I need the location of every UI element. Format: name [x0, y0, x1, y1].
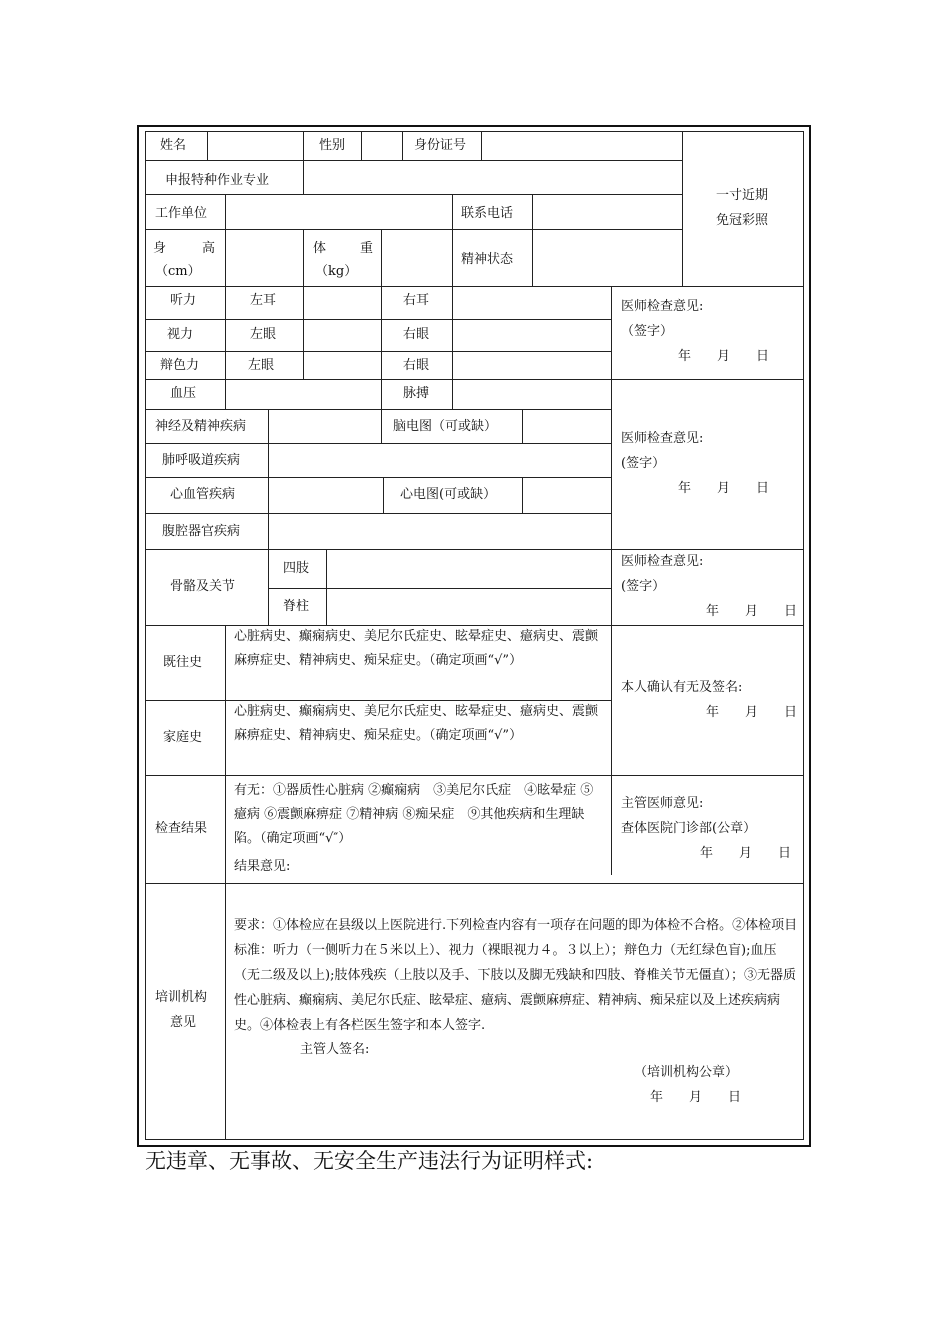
vision-label: 视力: [167, 327, 194, 342]
doctor-sign-label-3: (签字）: [621, 579, 666, 594]
date-line-5: 年 月 日: [700, 846, 792, 861]
exam-result-label: 检查结果: [155, 821, 208, 836]
grid-line: [225, 229, 226, 286]
grid-line: [361, 131, 362, 160]
ecg-label: 心电图(可或缺）: [400, 487, 497, 502]
limbs-label: 四肢: [283, 561, 310, 576]
mental-state-label: 精神状态: [461, 252, 514, 267]
date-line-3: 年 月 日: [706, 604, 798, 619]
grid-line: [481, 131, 482, 160]
grid-line: [303, 229, 304, 286]
date-line-4: 年 月 日: [706, 705, 798, 720]
weight-label: 体 重: [313, 241, 373, 256]
grid-line: [145, 286, 804, 287]
grid-line: [145, 409, 611, 410]
grid-line: [383, 477, 384, 513]
height-unit: （cm）: [155, 264, 201, 279]
grid-line: [145, 775, 804, 776]
footer-heading: 无违章、无事故、无安全生产违法行为证明样式:: [145, 1149, 594, 1173]
name-label: 姓名: [160, 138, 187, 153]
grid-line: [145, 549, 804, 550]
grid-line: [522, 409, 523, 443]
grid-line: [303, 160, 304, 194]
left-eye-label-2: 左眼: [248, 358, 275, 373]
spine-label: 脊柱: [283, 599, 310, 614]
grid-line: [225, 194, 226, 229]
grid-line: [145, 160, 682, 161]
grid-line: [145, 443, 611, 444]
specialty-label: 申报特种作业专业: [165, 173, 270, 188]
right-ear-label: 右耳: [403, 293, 430, 308]
grid-line: [268, 513, 269, 549]
exam-result-text: 有无：①器质性心脏病 ②癫痫病 ③美尼尔氏症 ④眩晕症 ⑤癔病 ⑥震颤麻痹症 ⑦精神病 ⑧痴呆症 ⑨其他疾病和生理缺陷。（确定项画“√″）: [234, 783, 594, 846]
photo-placeholder-line2: 免冠彩照: [716, 213, 769, 228]
grid-line: [268, 549, 269, 625]
right-eye-label: 右眼: [403, 327, 430, 342]
left-eye-label: 左眼: [250, 327, 277, 342]
grid-line: [522, 477, 523, 513]
hospital-seal-label: 查体医院门诊部(公章）: [621, 821, 757, 836]
grid-line: [303, 286, 304, 379]
grid-line: [303, 131, 304, 160]
grid-line: [145, 319, 611, 320]
grid-line: [225, 286, 226, 409]
color-vision-label: 辩色力: [160, 358, 200, 373]
grid-line: [145, 883, 804, 884]
date-line-1: 年 月 日: [678, 349, 770, 364]
id-number-label: 身份证号: [414, 138, 467, 153]
grid-line: [145, 379, 804, 380]
hearing-label: 听力: [170, 293, 197, 308]
chief-doctor-opinion-label: 主管医师意见:: [621, 796, 704, 811]
cardiovascular-disease-label: 心血管疾病: [170, 487, 236, 502]
grid-line: [452, 194, 453, 229]
grid-line: [381, 409, 382, 443]
respiratory-disease-label: 肺呼吸道疾病: [162, 453, 241, 468]
doctor-opinion-label-1: 医师检查意见:: [621, 299, 704, 314]
grid-line: [402, 131, 403, 160]
grid-line: [145, 477, 611, 478]
bone-joint-label: 骨骼及关节: [170, 579, 236, 594]
neuro-disease-label: 神经及精神疾病: [155, 419, 247, 434]
medical-history-label: 既往史: [163, 655, 203, 670]
result-opinion-label: 结果意见:: [234, 859, 291, 874]
grid-line: [682, 131, 683, 286]
photo-placeholder-line1: 一寸近期: [716, 188, 769, 203]
self-confirm-label: 本人确认有无及签名:: [621, 680, 743, 695]
grid-line: [225, 625, 226, 1140]
date-line-2: 年 月 日: [678, 481, 770, 496]
pulse-label: 脉搏: [403, 386, 430, 401]
doctor-opinion-label-3: 医师检查意见:: [621, 554, 704, 569]
phone-label: 联系电话: [461, 206, 514, 221]
abdominal-disease-label: 腹腔器官疾病: [162, 524, 241, 539]
supervisor-sign-label: 主管人签名:: [300, 1042, 370, 1057]
height-label: 身 高: [153, 241, 215, 256]
training-seal-label: （培训机构公章）: [634, 1065, 739, 1080]
doctor-opinion-label-2: 医师检查意见:: [621, 431, 704, 446]
grid-line: [611, 286, 612, 875]
doctor-sign-label-1: （签字）: [621, 324, 674, 339]
grid-line: [532, 229, 533, 286]
training-org-label-1: 培训机构: [155, 990, 208, 1005]
requirements-text: 要求：①体检应在县级以上医院进行.下列检查内容有一项存在问题的即为体检不合格。②体检项目标准：听力（一侧听力在５米以上）、视力（裸眼视力４。３以上）；辩色力（无红绿色盲);血压（无二级及以上);肢体残疾（上肢以及手、下肢以及脚无残缺和四肢、脊椎关节无僵直）；③无器质性心脏病、癫痫病、美尼尔氏症、眩晕症、癔病、震颤麻痹症、精神病、痴呆症以及上述疾病病史。④体检表上有各栏医生签字和本人签字.: [234, 918, 798, 1033]
eeg-label: 脑电图（可或缺）: [393, 419, 498, 434]
training-org-label-2: 意见: [170, 1015, 197, 1030]
grid-line: [326, 549, 327, 625]
weight-unit: （kg）: [315, 264, 358, 279]
grid-line: [381, 286, 382, 409]
grid-line: [452, 229, 453, 286]
doctor-sign-label-2: (签字）: [621, 456, 666, 471]
left-ear-label: 左耳: [250, 293, 277, 308]
grid-line: [268, 409, 269, 443]
grid-line: [452, 286, 453, 409]
gender-label: 性别: [319, 138, 346, 153]
grid-line: [145, 513, 611, 514]
grid-line: [145, 351, 611, 352]
date-line-6: 年 月 日: [650, 1090, 742, 1105]
family-history-label: 家庭史: [163, 730, 203, 745]
family-history-text: 心脏病史、癫痫病史、美尼尔氏症史、眩晕症史、癔病史、震颤麻痹症史、精神病史、痴呆症史。（确定项画“√”）: [234, 704, 599, 743]
blood-pressure-label: 血压: [170, 386, 197, 401]
grid-line: [268, 443, 269, 477]
grid-line: [268, 588, 611, 589]
medical-history-text: 心脏病史、癫痫病史、美尼尔氏症史、眩晕症史、癔病史、震颤麻痹症史、精神病史、痴呆症史。（确定项画“√”）: [234, 629, 599, 668]
grid-line: [268, 477, 269, 513]
grid-line: [381, 229, 382, 286]
grid-line: [207, 131, 208, 160]
right-eye-label-2: 右眼: [403, 358, 430, 373]
employer-label: 工作单位: [155, 206, 208, 221]
grid-line: [532, 194, 533, 229]
